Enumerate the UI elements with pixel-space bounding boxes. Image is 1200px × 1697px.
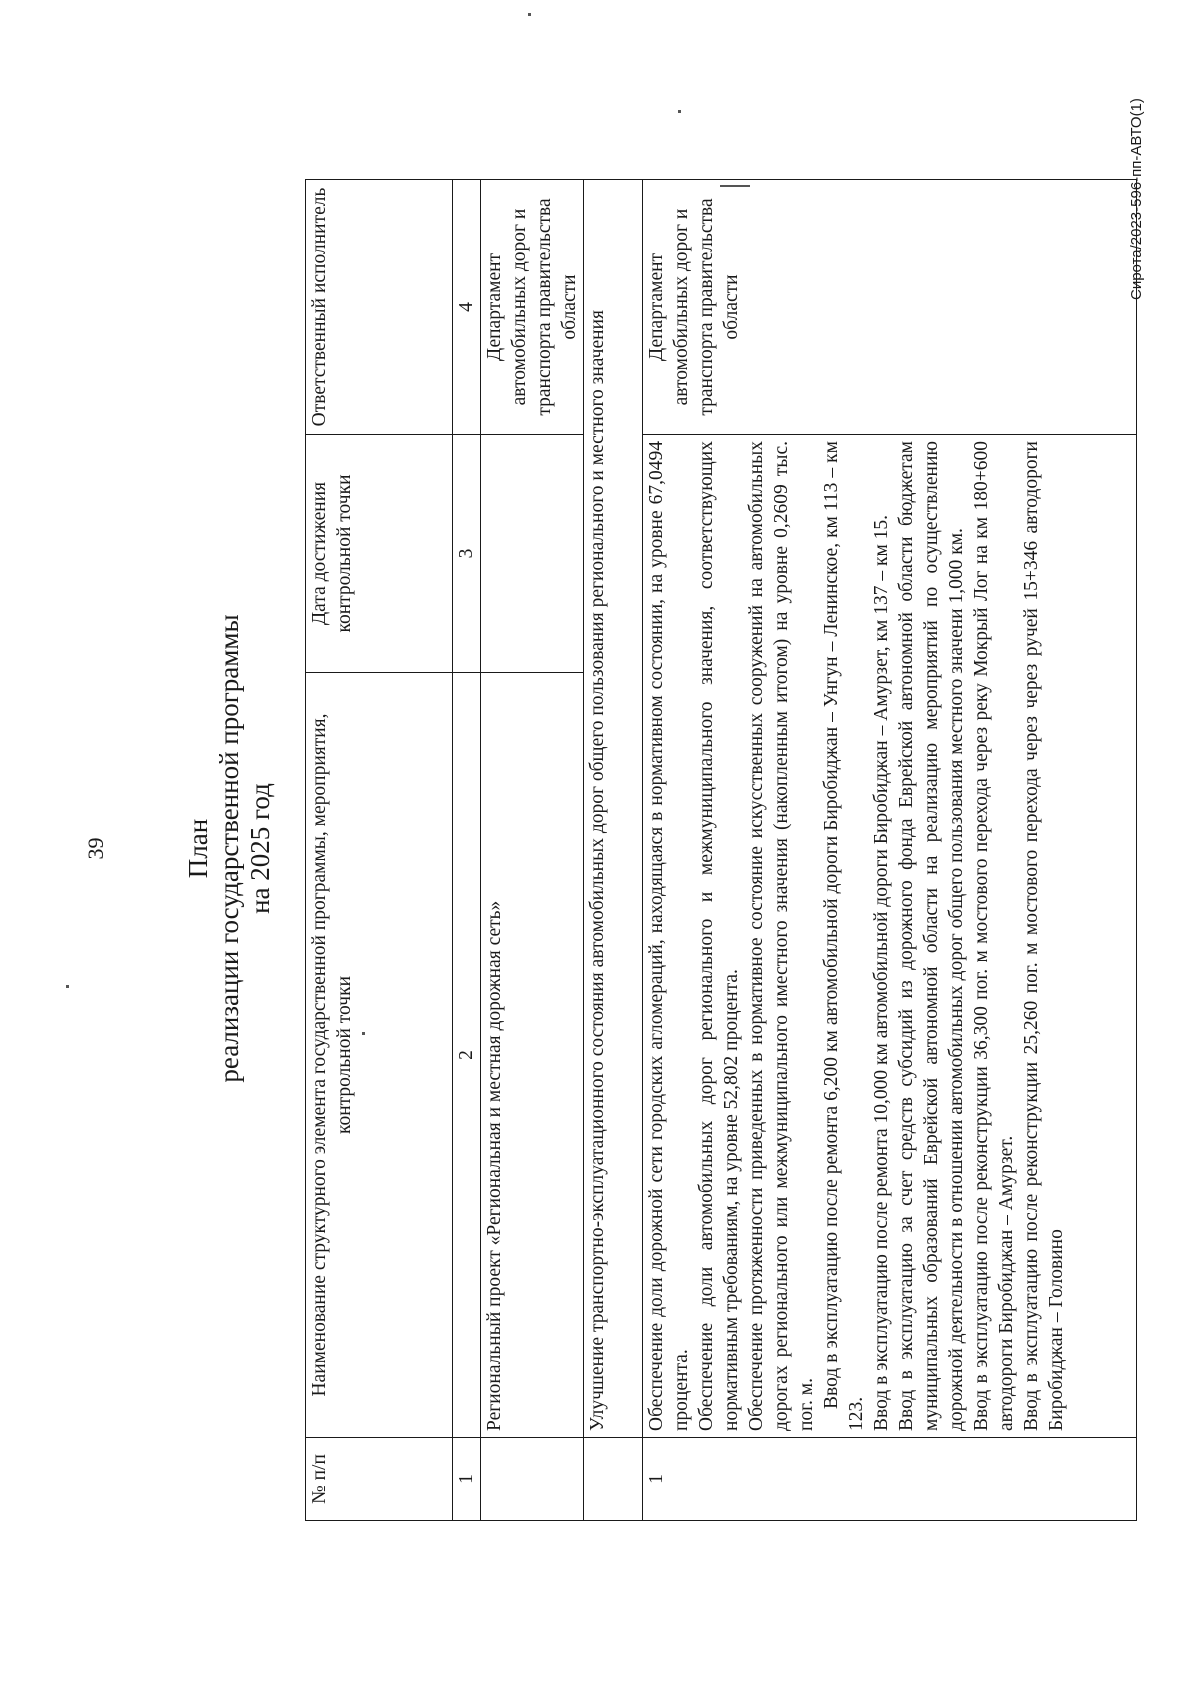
header-executor: Ответственный исполнитель <box>306 180 453 435</box>
title-line-3: на 2025 год <box>245 783 275 914</box>
scan-mark <box>528 13 531 16</box>
document-code: Сирота/2023-596-пп-АВТО(1) <box>1128 98 1145 300</box>
column-number-1: 1 <box>453 1438 481 1521</box>
scan-mark <box>66 985 69 988</box>
checkpoint-paragraph: Обеспечение доли автомобильных дорог регионального и межмуниципального значения, соответствующих нормативным требованиям, на уровне 52,802 процента. <box>696 441 742 1431</box>
scan-mark <box>678 110 681 113</box>
column-numbers-row <box>453 180 481 1521</box>
checkpoint-paragraph: Обеспечение протяженности приведенных в нормативное состояние искусственных сооружений на автомобильных дорогах регионального или межмуниципального иместного значения (накопленным итогом) на уровне 0,2609 тыс. пог. м. <box>746 441 817 1431</box>
checkpoint-paragraph: Ввод в эксплуатацию после реконструкции 36,300 пог. м мостового перехода через реку Мокрый Лог на км 180+600 автодороги Биробиджан – Амурзет. <box>971 441 1017 1431</box>
header-name: Наименование структурного элемента государственной программы, мероприятия, контрольной точки <box>306 673 453 1438</box>
column-number-4: 4 <box>453 180 481 435</box>
column-number-2: 2 <box>453 673 481 1438</box>
checkpoint-paragraph: Ввод в эксплуатацию после ремонта 10,000 км автомобильной дороги Биробиджан – Амурзет, км 137 – км 15. <box>871 514 892 1431</box>
header-date: Дата достижения контрольной точки <box>306 435 453 673</box>
project-row <box>481 180 584 1521</box>
title-line-1: План <box>183 818 213 879</box>
checkpoint-description <box>643 435 1137 1438</box>
title-line-2: реализации государственной программы <box>214 614 244 1083</box>
header-number: № п/п <box>306 1438 453 1521</box>
checkpoint-paragraph: Ввод в эксплуатацию за счет средств субсидий из дорожного фонда Еврейской автономной области бюджетам муниципальных образований Еврейской автономной области на реализацию мероприятий по осуществлению дорожной деятельности в отношении автомобильных дорог общего пользования местного значени 1,000 км. <box>896 441 967 1431</box>
project-date-cell <box>481 435 584 673</box>
checkpoint-row <box>643 180 1137 1521</box>
project-name: Региональный проект «Региональная и местная дорожная сеть» <box>481 673 584 1438</box>
project-number-cell <box>481 1438 584 1521</box>
checkpoint-executor: Департамент автомобильных дорог и транспорта правительства области <box>643 180 1137 435</box>
task-row <box>584 180 643 1521</box>
project-executor: Департамент автомобильных дорог и транспорта правительства области <box>481 180 584 435</box>
task-text: Улучшение транспортно-эксплуатационного состояния автомобильных дорог общего пользования регионального и местного значения <box>584 180 643 1438</box>
plan-table <box>305 179 1137 1521</box>
document-title <box>183 0 276 1697</box>
checkpoint-paragraph: Ввод в эксплуатацию после реконструкции 25,260 пог. м мостового перехода через через ручей 15+346 автодороги Биробиджан – Головино <box>1021 441 1067 1431</box>
header-row <box>306 180 453 1521</box>
column-number-3: 3 <box>453 435 481 673</box>
scan-mark <box>362 1032 365 1035</box>
scan-mark <box>720 185 750 187</box>
task-number-cell <box>584 1438 643 1521</box>
checkpoint-number: 1 <box>643 1438 1137 1521</box>
checkpoint-paragraph: Обеспечение доли дорожной сети городских агломераций, находящаяся в нормативном состоянии, на уровне 67,0494 процента. <box>646 441 692 1431</box>
page-number: 39 <box>83 837 108 860</box>
checkpoint-paragraph: Ввод в эксплуатацию после ремонта 6,200 км автомобильной дороги Биробиджан – Унгун – Ленинское, км 113 – км 123. <box>821 441 867 1431</box>
